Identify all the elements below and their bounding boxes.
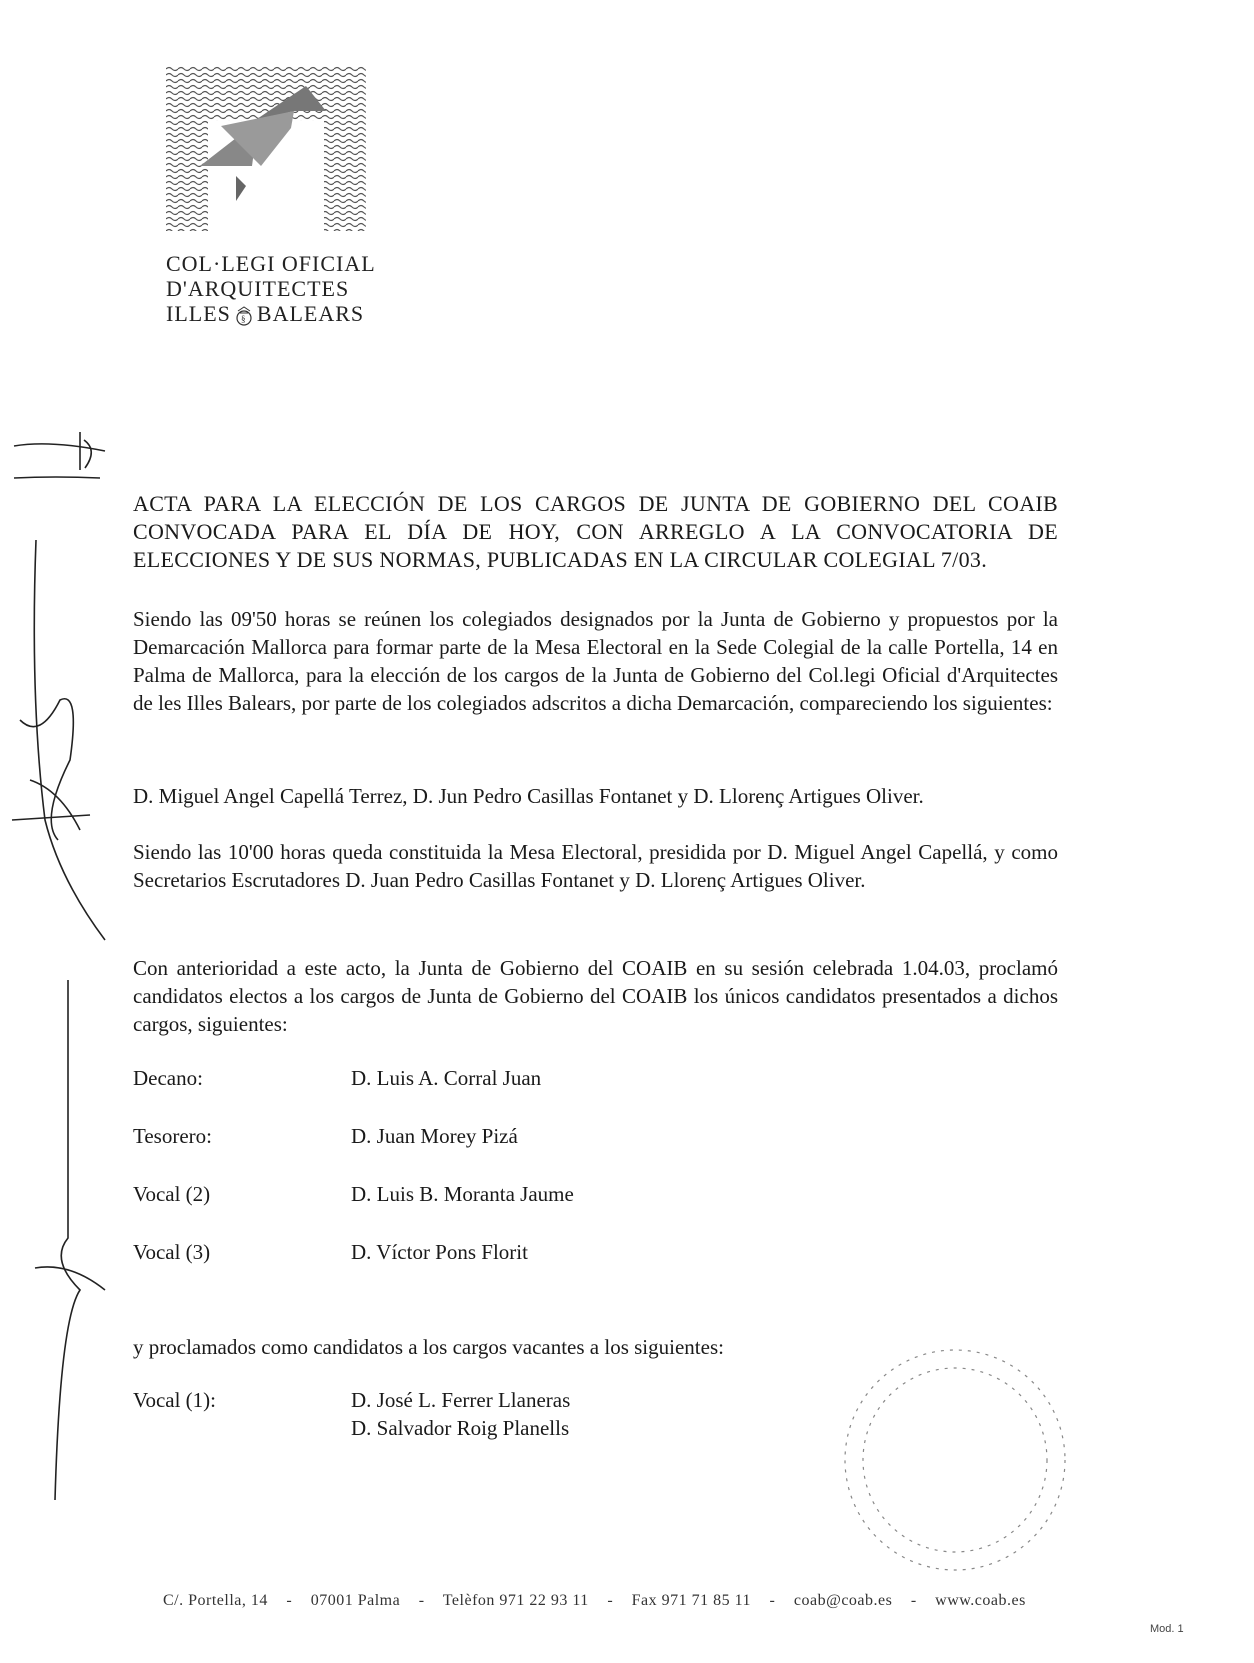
logo-line-3-right: BALEARS [256,301,365,326]
form-code: Mod. 1 [1150,1623,1184,1635]
paragraph-constitution: Siendo las 10'00 horas queda constituida la Mesa Electoral, presidida por D. Miguel Angel Capellá, y como Secretarios Escrutadores D. Juan Pedro Casillas Fontanet y D. Llorenç Artigues Oliver. [133,840,1058,892]
logo-line-2: D'ARQUITECTES [166,276,350,301]
candidate-name: D. Luis B. Moranta Jaume [351,1182,574,1206]
candidate-name: D. José L. Ferrer Llaneras [351,1388,571,1412]
letterhead-footer [163,1592,1043,1610]
footer-separator: - [769,1592,776,1609]
logo-line-3-left: ILLES [166,301,231,326]
candidate-name: D. Luis A. Corral Juan [351,1066,542,1090]
candidate-name: D. Salvador Roig Planells [351,1416,570,1440]
footer-address: C/. Portella, 14 [163,1592,268,1609]
paragraph-vacant-intro: y proclamados como candidatos a los cargos vacantes a los siguientes: [133,1335,724,1359]
candidate-list [351,1386,570,1442]
footer-separator: - [286,1592,293,1609]
role-label: Decano: [133,1066,203,1090]
footer-website: www.coab.es [935,1592,1026,1609]
document-heading: ACTA PARA LA ELECCIÓN DE LOS CARGOS DE JUNTA DE GOBIERNO DEL COAIB CONVOCADA PARA EL DÍA DE HOY, CON ARREGLO A LA CONVOCATORIA DE ELECCIONES Y DE SUS NORMAS, PUBLICADAS EN LA CIRCULAR COLEGIAL 7/03. [133,491,1058,572]
logo-line-1: COL·LEGI OFICIAL [166,251,376,276]
footer-postal: 07001 Palma [310,1592,401,1609]
footer-fax: Fax 971 71 85 11 [631,1592,752,1609]
paragraph-opening: Siendo las 09'50 horas se reúnen los colegiados designados por la Junta de Gobierno y propuestos por la Demarcación Mallorca para formar parte de la Mesa Electoral en la Sede Colegial de la calle Portella, 14 en Palma de Mallorca, para la elección de los cargos de la Junta de Gobierno del Col.legi Oficial d'Arquitectes de les Illes Balears, por parte de los colegiados adscritos a dicha Demarcación, compareciendo los siguientes: [133,607,1058,715]
footer-email: coab@coab.es [793,1592,893,1609]
role-label: Vocal (1): [133,1388,217,1412]
vacant-row [133,1386,833,1446]
footer-separator: - [607,1592,614,1609]
paragraph-prior-proclamation: Con anterioridad a este acto, la Junta de Gobierno del COAIB en su sesión celebrada 1.04.03, proclamó candidatos electos a los cargos de Junta de Gobierno del COAIB los únicos candidatos presentados a dichos cargos, siguientes: [133,956,1058,1036]
role-label: Vocal (3) [133,1240,211,1264]
candidate-name: D. Víctor Pons Florit [351,1240,528,1264]
official-stamp-icon [845,1350,1065,1570]
footer-separator: - [910,1592,917,1609]
svg-text:§: § [240,313,247,324]
role-label: Vocal (2) [133,1182,211,1206]
role-label: Tesorero: [133,1124,212,1148]
signature-icon [12,432,105,1500]
paragraph-attendees: D. Miguel Angel Capellá Terrez, D. Jun Pedro Casillas Fontanet y D. Llorenç Artigues Oliver. [133,784,924,808]
candidate-name: D. Juan Morey Pizá [351,1124,518,1148]
footer-separator: - [418,1592,425,1609]
footer-phone: Telèfon 971 22 93 11 [442,1592,589,1609]
